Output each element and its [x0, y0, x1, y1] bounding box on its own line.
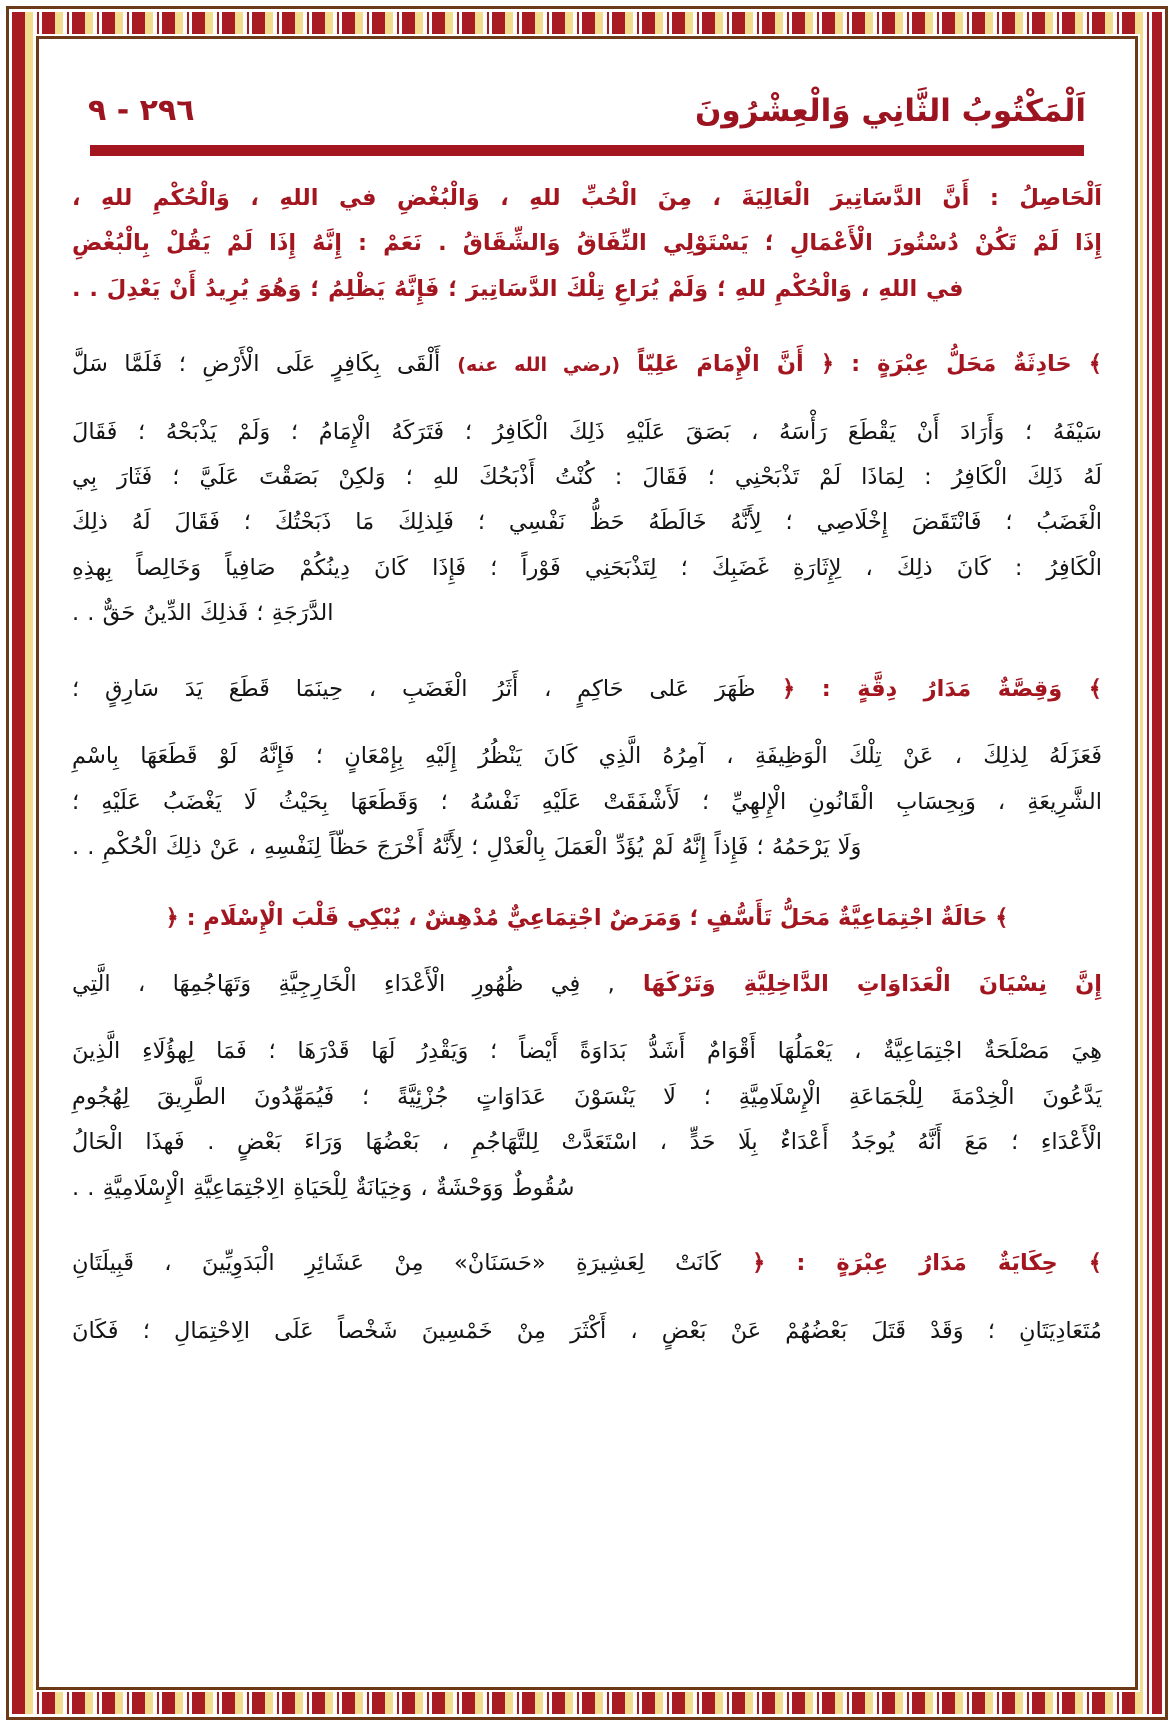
ornament-bracket-inner: ﴿ — [782, 675, 796, 702]
section-hadith-anecdote — [72, 342, 1102, 637]
paragraph-line: الشَّرِيعَةِ ، وَبِحِسَابِ الْقَانُونِ الْإِلهِيِّ ؛ لَأَشْفَقَتْ عَلَيْهِ نَفْسُهُ ؛ وَقَطَعَهَا بِحَيْثُ لَا يَغْضَبُ عَلَيْهِ ؛ — [72, 788, 1102, 815]
section-story-precision — [72, 667, 1102, 871]
ornament-bracket-open: ﴾ — [1088, 351, 1102, 378]
section-heading-subject: أَنَّ الْإِمَامَ عَلِيّاً — [637, 351, 804, 378]
paragraph-line: هِيَ مَصْلَحَةٌ اجْتِمَاعِيَّةٌ ، يَعْمَلُهَا أَقْوَامٌ أَشَدُّ بَدَاوَةً أَيْضاً ؛ وَيَقْدِرُ لَهَا قَدْرَهَا ؛ فَمَا لِهؤُلَاءِ الَّذِينَ — [72, 1038, 1102, 1065]
ornament-bracket-inner: ﴿ — [820, 351, 835, 378]
paragraph-line: لَهُ ذَلِكَ الْكَافِرُ : لِمَاذَا لَمْ تَذْبَحْنِي ؛ فَقَالَ : كُنْتُ أَذْبَحُكَ للهِ ؛ وَلكِنْ بَصَقْتَ عَلَيَّ ؛ فَثَارَ بِي — [72, 464, 1102, 490]
header-divider-rule — [90, 145, 1084, 156]
ornament-bracket-open: ﴾ — [1088, 675, 1102, 702]
paragraph-line: الْكَافِرُ : كَانَ ذلِكَ ، لِإِثَارَةِ غَضَبِكَ ؛ لِتَذْبَحَنِي فَوْراً ؛ فَإِذَا كَانَ دِينُكُمْ صَافِياً وَخَالِصاً بِهذِهِ — [72, 554, 1102, 581]
section-tale-lesson — [72, 1241, 1102, 1354]
page-title: اَلْمَكْتُوبُ الثَّانِي وَالْعِشْرُونَ — [694, 93, 1086, 129]
section-body-start: ظَهَرَ عَلى حَاكِمٍ ، أَثَرُ الْغَضَبِ ، حِينَمَا قَطَعَ يَدَ سَارِقٍ ؛ — [72, 675, 756, 702]
ornament-bracket-inner: ﴿ — [752, 1250, 766, 1277]
section-heading-text: حَالَةٌ اجْتِمَاعِيَّةٌ مَحَلُّ تَأَسُّفٍ ؛ وَمَرَضٌ اجْتِمَاعِيٌّ مُدْهِشٌ ، يُبْكِي قَلْبَ الْإِسْلَامِ : — [186, 904, 988, 931]
paragraph-summary — [72, 176, 1102, 312]
paragraph-line: اَلْحَاصِلُ : أَنَّ الدَّسَاتِيرَ الْعَالِيَةَ ، مِنَ الْحُبِّ للهِ ، وَالْبُغْضِ في اللهِ ، وَالْحُكْمِ للهِ ، — [72, 184, 1102, 211]
section-body-start: , فِي ظُهُورِ الْأَعْدَاءِ الْخَارِجِيَّةِ وَتَهَاجُمِهَا ، الَّتِي — [72, 970, 615, 997]
section-first-line-mixed — [72, 962, 1102, 1007]
ornament-bracket-open: ﴾ — [995, 904, 1009, 931]
page-header — [72, 88, 1102, 131]
section-heading-text: حِكَايَةٌ مَدَارُ عِبْرَةٍ : — [796, 1250, 1058, 1277]
section-heading-with-body — [72, 342, 1102, 387]
section-body-start: أَلْقَى بِكَافِرٍ عَلَى الْأَرْضِ ؛ فَلَمَّا سَلَّ — [72, 351, 441, 378]
paragraph-line: إِذَا لَمْ تَكُنْ دُسْتُورَ الْأَعْمَالِ ؛ يَسْتَوْلِي النِّفَاقُ وَالشِّقَاقُ . نَعَمْ : إِنَّهُ إِذَا لَمْ يَقُلْ بِالْبُغْضِ — [72, 230, 1102, 257]
section-body-start: كَانَتْ لِعَشِيرَةِ «حَسَنَانْ» مِنْ عَشَائِرِ الْبَدَوِيِّينَ ، قَبِيلَتَانِ — [72, 1250, 722, 1277]
paragraph-line: الدَّرَجَةِ ؛ فَذلِكَ الدِّينُ حَقٌّ . . — [72, 600, 334, 627]
section-heading-with-body — [72, 667, 1102, 712]
emphasis-text: إِنَّ نِسْيَانَ الْعَدَاوَاتِ الدَّاخِلِيَّةِ وَتَرْكَهَا — [642, 970, 1102, 997]
section-heading-centered — [72, 897, 1102, 940]
paragraph-line: وَلَا يَرْحَمُهُ ؛ فَإِذاً إِنَّهُ لَمْ يُؤَدِّ الْعَمَلَ بِالْعَدْلِ ؛ لِأَنَّهُ أَخْرَجَ حَظّاً لِنَفْسِهِ ، عَنْ ذلِكَ الْحُكْمِ . . — [72, 834, 862, 861]
paragraph-line: الْأَعْدَاءِ ؛ مَعَ أَنَّهُ يُوجَدُ أَعْدَاءٌ بِلَا حَدٍّ ، اسْتَعَدَّتْ لِلتَّهَاجُمِ ، بَعْضُهَا وَرَاءَ بَعْضٍ . فَهذَا الْحَالُ — [72, 1129, 1102, 1156]
paragraph-line: يَدَّعُونَ الْخِدْمَةَ لِلْجَمَاعَةِ الْإِسْلَامِيَّةِ ؛ لَا يَنْسَوْنَ عَدَاوَاتٍ جُزْئِيَّةً ؛ فَيُمَهِّدُونَ الطَّرِيقَ لِهُجُومِ — [72, 1083, 1102, 1110]
paragraph-line: الْغَضَبُ ؛ فَانْتَقَضَ إِخْلَاصِي ؛ لِأَنَّهُ خَالَطَهُ حَظُّ نَفْسِي ؛ فَلِذلِكَ مَا ذَبَحْتُكَ ؛ فَقَالَ لَهُ ذلِكَ — [72, 509, 1102, 536]
section-heading-text: حَادِثَةٌ مَحَلُّ عِبْرَةٍ : — [851, 351, 1072, 378]
page-number: ٢٩٦ - ٩ — [88, 93, 195, 128]
paragraph-line: فَعَزَلَهُ لِذلِكَ ، عَنْ تِلْكَ الْوَظِيفَةِ ، آمِرُهُ الَّذِي كَانَ يَنْظُرُ إِلَيْهِ بِإِمْعَانٍ ؛ فَإِنَّهُ لَوْ قَطَعَهَا بِاسْمِ — [72, 743, 1102, 770]
paragraph-line: مُتَعَادِيَتَانِ ؛ وَقَدْ قَتَلَ بَعْضُهُمْ عَنْ بَعْضٍ ، أَكْثَرَ مِنْ خَمْسِينَ شَخْصاً عَلَى الِاحْتِمَالِ ؛ فَكَانَ — [72, 1317, 1102, 1344]
paragraph-line: في اللهِ ، وَالْحُكْمِ للهِ ؛ وَلَمْ يُرَاعِ تِلْكَ الدَّسَاتِيرَ ؛ فَإِنَّهُ يَظْلِمُ ؛ وَهُوَ يُرِيدُ أَنْ يَعْدِلَ . . — [72, 275, 964, 302]
page-content — [44, 44, 1130, 1682]
paragraph-line: سُقُوطٌ وَوَحْشَةٌ ، وَخِيَانَةٌ لِلْحَيَاةِ الِاجْتِمَاعِيَّةِ الْإِسْلَامِيَّةِ . . — [72, 1174, 575, 1201]
ornament-bracket-close: ﴿ — [165, 904, 179, 931]
honorific-marker: (رضي الله عنه) — [457, 354, 621, 377]
section-social-condition — [72, 897, 1102, 1212]
paragraph-line: سَيْفَهُ ؛ وَأَرَادَ أَنْ يَقْطَعَ رَأْسَهُ ، بَصَقَ عَلَيْهِ ذَلِكَ الْكَافِرُ ؛ فَتَرَكَهُ الْإِمَامُ ؛ وَلَمْ يَذْبَحْهُ ؛ فَقَالَ — [72, 418, 1102, 445]
ornament-bracket-open: ﴾ — [1088, 1250, 1102, 1277]
section-heading-text: وَقِصَّةٌ مَدَارُ دِقَّةٍ : — [821, 675, 1063, 702]
section-heading-with-body — [72, 1241, 1102, 1286]
